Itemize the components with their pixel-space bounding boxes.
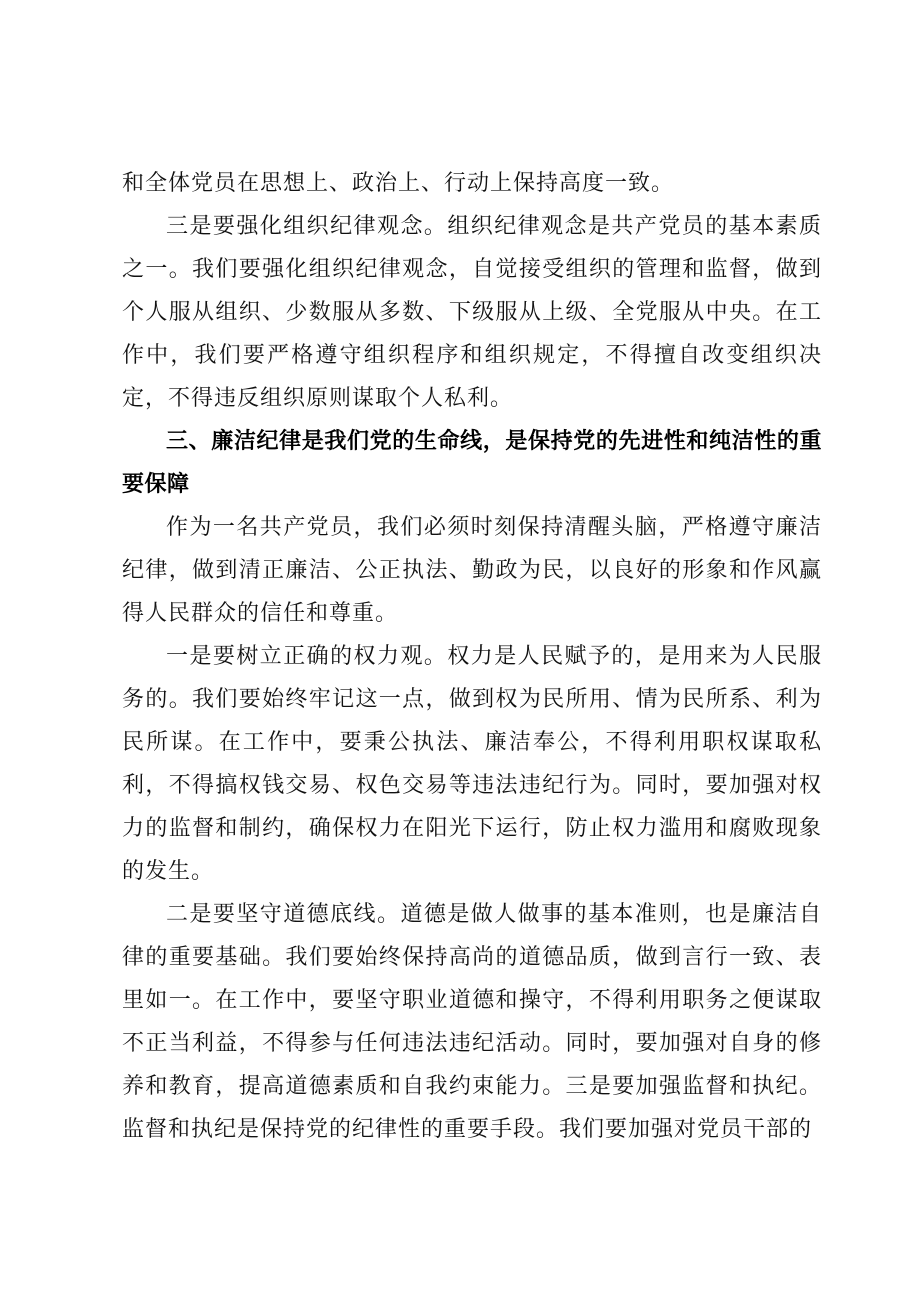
- paragraph-moral-bottom-line: 二是要坚守道德底线。道德是做人做事的基本准则，也是廉洁自律的重要基础。我们要始终保持高尚的道德品质，做到言行一致、表里如一。在工作中，要坚守职业道德和操守，不得利用职务之便谋取不正当利益，不得参与任何违法违纪活动。同时，要加强对自身的修养和教育，提高道德素质和自我约束能力。三是要加强监督和执纪。监督和执纪是保持党的纪律性的重要手段。我们要加强对党员干部的: [122, 902, 822, 1142]
- document-body: [122, 162, 822, 1151]
- paragraph-continuation: 和全体党员在思想上、政治上、行动上保持高度一致。: [122, 171, 675, 196]
- section-heading-integrity-discipline: 三、廉洁纪律是我们党的生命线，是保持党的先进性和纯洁性的重要保障: [122, 429, 822, 497]
- paragraph-organizational-discipline: 三是要强化组织纪律观念。组织纪律观念是共产党员的基本素质之一。我们要强化组织纪律观念，自觉接受组织的管理和监督，做到个人服从组织、少数服从多数、下级服从上级、全党服从中央。在工作中，我们要严格遵守组织程序和组织规定，不得擅自改变组织决定，不得违反组织原则谋取个人私利。: [122, 214, 822, 411]
- paragraph-power-view: 一是要树立正确的权力观。权力是人民赋予的，是用来为人民服务的。我们要始终牢记这一点，做到权为民所用、情为民所系、利为民所谋。在工作中，要秉公执法、廉洁奉公，不得利用职权谋取私利，不得搞权钱交易、权色交易等违法违纪行为。同时，要加强对权力的监督和制约，确保权力在阳光下运行，防止权力滥用和腐败现象的发生。: [122, 644, 822, 884]
- paragraph-party-member-integrity: 作为一名共产党员，我们必须时刻保持清醒头脑，严格遵守廉洁纪律，做到清正廉洁、公正执法、勤政为民，以良好的形象和作风赢得人民群众的信任和尊重。: [122, 515, 822, 626]
